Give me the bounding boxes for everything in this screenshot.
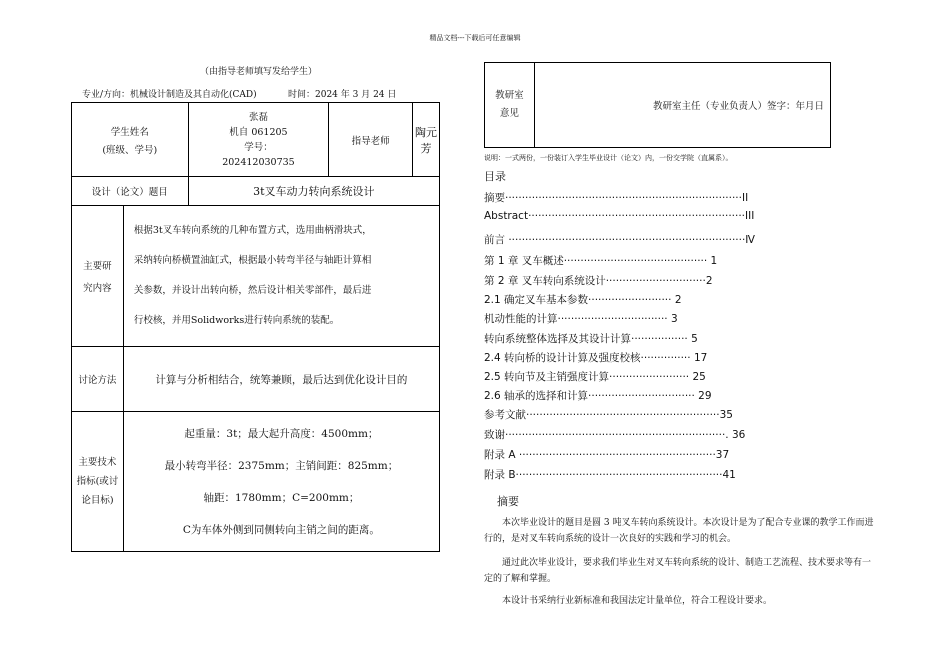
toc-entry[interactable]: 2.4 转向桥的设计计算及强度校核··············· 17 <box>484 352 708 364</box>
spec-value-cell <box>123 412 439 552</box>
spec-label: 主要技术 <box>78 457 117 468</box>
toc-entry[interactable]: 前言 ·······································································Ⅳ <box>484 234 756 246</box>
abstract-title: 摘要 <box>497 495 519 508</box>
toc-entry[interactable]: 2.6 轴承的选择和计算································ 29 <box>484 390 712 402</box>
office-value-cell <box>534 63 830 148</box>
method-label-cell <box>72 347 124 412</box>
spec-label: 论目标) <box>81 495 114 506</box>
toc-entry[interactable]: Abstract·································································III <box>484 210 755 222</box>
student-label-cell <box>72 103 189 177</box>
method-value-cell <box>123 347 439 412</box>
method-value: 计算与分析相结合，统筹兼顾，最后达到优化设计目的 <box>155 373 408 386</box>
content-line: 行校核，并用Solidworks进行转向系统的装配。 <box>133 315 340 326</box>
spec-line: C为车体外侧到同侧转向主销之间的距离。 <box>182 523 380 536</box>
spec-line: 起重量：3t；最大起升高度：4500mm； <box>184 427 379 440</box>
toc-entry[interactable]: 机动性能的计算································· 3 <box>484 313 678 325</box>
content-label: 主要研 <box>83 261 112 272</box>
time-line: 时间：2024 年 3 月 24 日 <box>288 90 397 100</box>
spec-label: 指标(或讨 <box>76 476 119 487</box>
toc-entry[interactable]: 摘要·······································································II <box>484 192 749 204</box>
student-id: 202412030735 <box>222 156 295 168</box>
toc-entry[interactable]: 2.1 确定叉车基本参数························· 2 <box>484 294 682 306</box>
content-line: 根据3t叉车转向系统的几种布置方式，选用曲柄滑块式， <box>133 225 372 236</box>
major-line: 专业/方向：机械设计制造及其自动化(CAD) <box>82 90 257 100</box>
student-class: 机自 061205 <box>229 126 288 138</box>
spec-label-cell <box>72 412 124 552</box>
toc-entry[interactable]: 第 1 章 叉车概述··········································· 1 <box>484 255 718 267</box>
student-label-sub: (班级、学号) <box>102 144 158 156</box>
content-line: 关参数，并设计出转向桥，然后设计相关零部件，最后进 <box>133 285 372 296</box>
content-label-sub: 究内容 <box>83 283 112 294</box>
toc-title: 目录 <box>484 170 506 183</box>
topic-value: 3t叉车动力转向系统设计 <box>253 185 375 198</box>
subtitle: （由指导老师填写发给学生） <box>200 67 318 77</box>
student-name: 张磊 <box>248 111 268 123</box>
toc-entry[interactable]: 致谢··································································. 36 <box>484 429 746 441</box>
office-label: 意见 <box>499 108 519 119</box>
spec-line: 轴距：1780mm；C=200mm； <box>203 491 360 504</box>
topic-value-cell <box>188 177 439 206</box>
student-label: 学生姓名 <box>110 126 149 138</box>
abstract-paragraph: 本次毕业设计的题目是圆 3 吨叉车转向系统设计。本次设计是为了配合专业课的教学工作而进行的，是对叉车转向系统的设计一次良好的实践和学习的机会。 <box>484 518 874 544</box>
abstract-paragraph: 本设计书采纳行业新标准和我国法定计量单位，符合工程设计要求。 <box>502 596 773 606</box>
abstract-paragraph: 通过此次毕业设计，要求我们毕业生对叉车转向系统的设计、制造工艺流程、技术要求等有一定的了解和掌握。 <box>484 558 872 584</box>
toc-entry[interactable]: 转向系统整体选择及其设计计算················· 5 <box>484 333 698 345</box>
assignment-form <box>71 102 440 552</box>
office-value: 教研室主任（专业负责人）签字：年月日 <box>652 101 824 112</box>
topic-label: 设计（论文）题目 <box>91 187 168 198</box>
method-label: 讨论方法 <box>78 375 117 386</box>
content-label-cell <box>72 206 124 347</box>
advisor-name: 陶元芳 <box>415 125 437 155</box>
header-note: 精品文档---下载后可任意编辑 <box>429 34 521 42</box>
advisor-label-cell <box>329 103 413 177</box>
toc-entry[interactable]: 参考文献··························································35 <box>484 409 733 421</box>
office-opinion-table <box>484 62 831 148</box>
toc-entry[interactable]: 附录 B······························································41 <box>484 469 736 481</box>
student-info-cell <box>188 103 329 177</box>
topic-label-cell <box>72 177 189 206</box>
toc-entry[interactable]: 附录 A ···························································37 <box>484 449 730 461</box>
office-label-cell <box>485 63 535 148</box>
student-id-label: 学号： <box>244 141 273 153</box>
office-label: 教研室 <box>495 90 524 101</box>
toc-entry[interactable]: 2.5 转向节及主销强度计算························ 25 <box>484 371 706 383</box>
advisor-label: 指导老师 <box>351 135 390 147</box>
spec-line: 最小转弯半径：2375mm；主销间距：825mm； <box>164 459 399 472</box>
note: 说明：一式两份，一份装订入学生毕业设计（论文）内，一份交学院（直属系）。 <box>484 154 733 162</box>
advisor-name-cell <box>413 103 440 177</box>
content-line: 采纳转向桥横置油缸式，根据最小转弯半径与轴距计算相 <box>133 255 372 266</box>
toc-entry[interactable]: 第 2 章 叉车转向系统设计······························2 <box>484 275 713 287</box>
content-value-cell <box>123 206 439 347</box>
